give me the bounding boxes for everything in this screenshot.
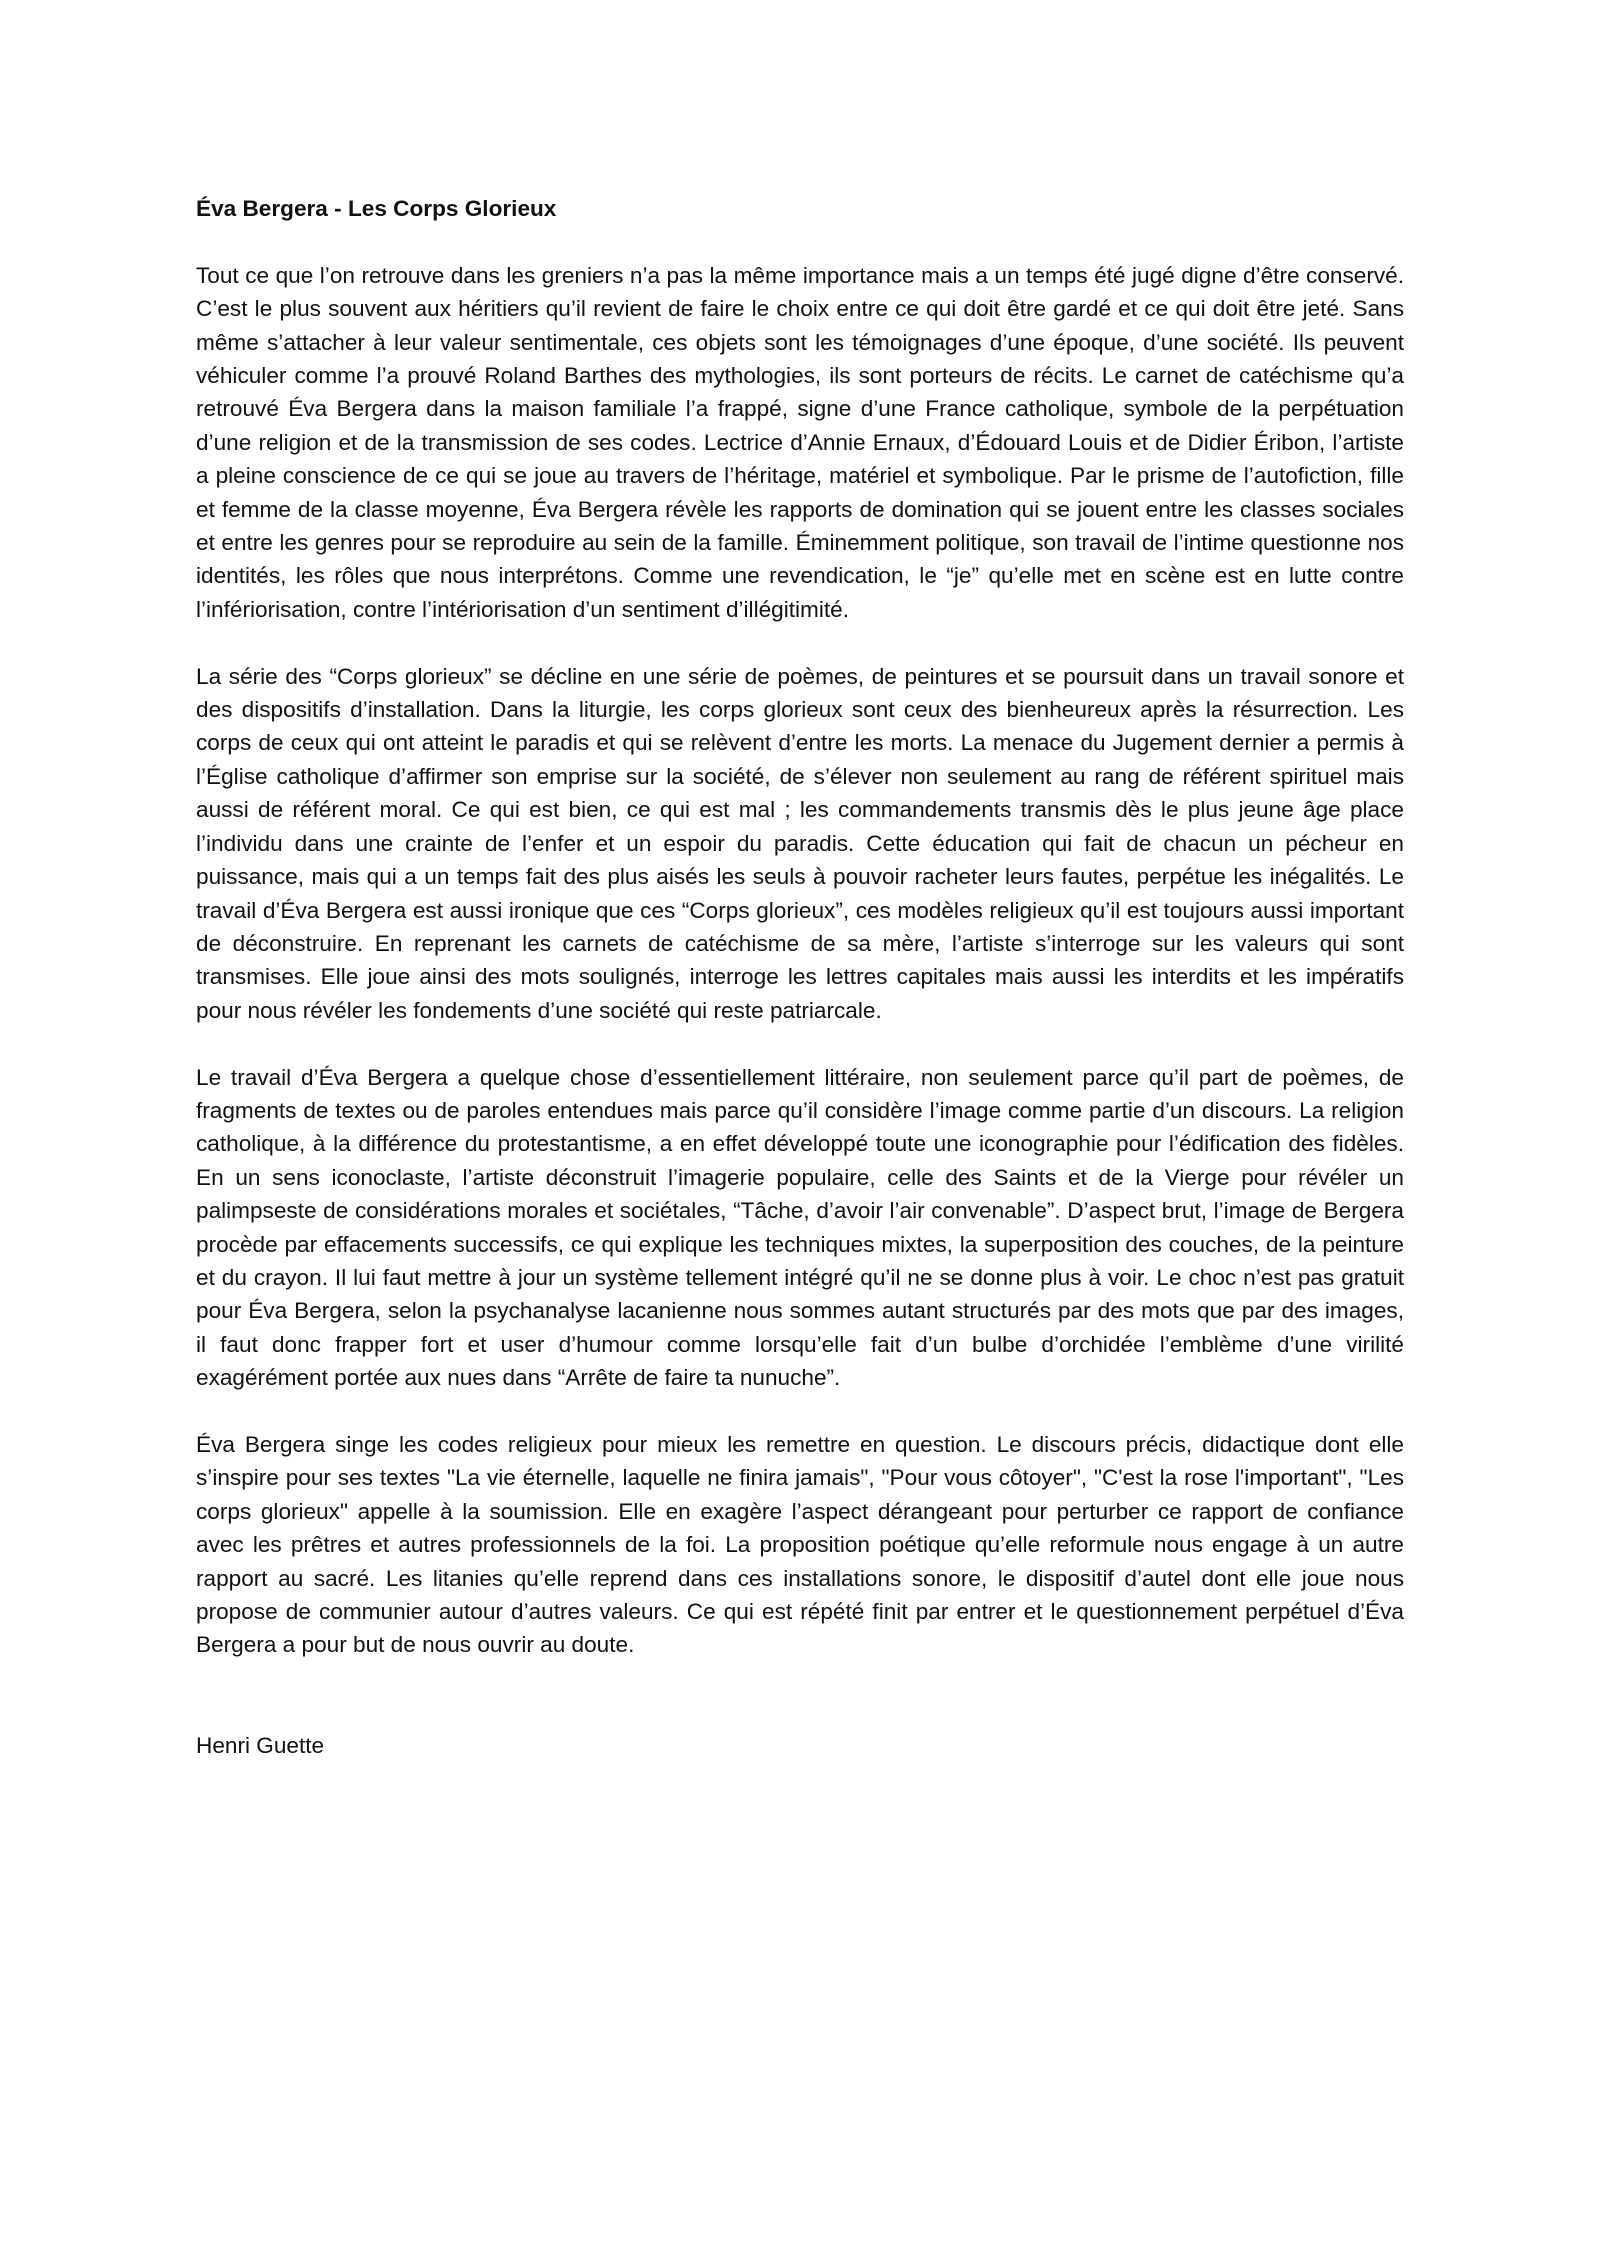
paragraph-4: Éva Bergera singe les codes religieux pour mieux les remettre en question. Le discours précis, didactique dont elle s’inspire pour ses textes "La vie éternelle, laquelle ne finira jamais", "Pour vous côtoyer", "C'est la rose l'important", "Les corps glorieux" appelle à la soumission. Elle en exagère l’aspect dérangeant pour perturber ce rapport de confiance avec les prêtres et autres professionnels de la foi. La proposition poétique qu’elle reformule nous engage à un autre rapport au sacré. Les litanies qu’elle reprend dans ces installations sonore, le dispositif d’autel dont elle joue nous propose de communier autour d’autres valeurs. Ce qui est répété finit par entrer et le questionnement perpétuel d’Éva Bergera a pour but de nous ouvrir au doute. [196, 1431, 1404, 1658]
paragraph-1: Tout ce que l’on retrouve dans les greniers n’a pas la même importance mais a un temps été jugé digne d’être conservé. C’est le plus souvent aux héritiers qu’il revient de faire le choix entre ce qui doit être gardé et ce qui doit être jeté. Sans même s’attacher à leur valeur sentimentale, ces objets sont les témoignages d’une époque, d’une société. Ils peuvent véhiculer comme l’a prouvé Roland Barthes des mythologies, ils sont porteurs de récits. Le carnet de catéchisme qu’a retrouvé Éva Bergera dans la maison familiale l’a frappé, signe d’une France catholique, symbole de la perpétuation d’une religion et de la transmission de ses codes. Lectrice d’Annie Ernaux, d’Édouard Louis et de Didier Éribon, l’artiste a pleine conscience de ce qui se joue au travers de l’héritage, matériel et symbolique. Par le prisme de l’autofiction, fille et femme de la classe moyenne, Éva Bergera révèle les rapports de domination qui se jouent entre les classes sociales et entre les genres pour se reproduire au sein de la famille. Éminemment politique, son travail de l’intime questionne nos identités, les rôles que nous interprétons. Comme une revendication, le “je” qu’elle met en scène est en lutte contre l’infériorisation, contre l’intériorisation d’un sentiment d’illégitimité. [196, 262, 1404, 622]
document-title: Éva Bergera - Les Corps Glorieux [196, 196, 557, 221]
paragraph-3: Le travail d’Éva Bergera a quelque chose d’essentiellement littéraire, non seulement parce qu’il part de poèmes, de fragments de textes ou de paroles entendues mais parce qu’il considère l’image comme partie d’un discours. La religion catholique, à la différence du protestantisme, a en effet développé toute une iconographie pour l’édification des fidèles. En un sens iconoclaste, l’artiste déconstruit l’imagerie populaire, celle des Saints et de la Vierge pour révéler un palimpseste de considérations morales et sociétales, “Tâche, d’avoir l’air convenable”. D’aspect brut, l’image de Bergera procède par effacements successifs, ce qui explique les techniques mixtes, la superposition des couches, de la peinture et du crayon. Il lui faut mettre à jour un système tellement intégré qu’il ne se donne plus à voir. Le choc n’est pas gratuit pour Éva Bergera, selon la psychanalyse lacanienne nous sommes autant structurés par des mots que par des images, il faut donc frapper fort et user d’humour comme lorsqu’elle fait d’un bulbe d’orchidée l’emblème d’une virilité exagérément portée aux nues dans “Arrête de faire ta nunuche”. [196, 1064, 1404, 1391]
document-page [196, 192, 1404, 1762]
paragraph-2: La série des “Corps glorieux” se décline en une série de poèmes, de peintures et se poursuit dans un travail sonore et des dispositifs d’installation. Dans la liturgie, les corps glorieux sont ceux des bienheureux après la résurrection. Les corps de ceux qui ont atteint le paradis et qui se relèvent d’entre les morts. La menace du Jugement dernier a permis à l’Église catholique d’affirmer son emprise sur la société, de s’élever non seulement au rang de référent spirituel mais aussi de référent moral. Ce qui est bien, ce qui est mal ; les commandements transmis dès le plus jeune âge place l’individu dans une crainte de l’enfer et un espoir du paradis. Cette éducation qui fait de chacun un pécheur en puissance, mais qui a un temps fait des plus aisés les seuls à pouvoir racheter leurs fautes, perpétue les inégalités. Le travail d’Éva Bergera est aussi ironique que ces “Corps glorieux”, ces modèles religieux qu’il est toujours aussi important de déconstruire. En reprenant les carnets de catéchisme de sa mère, l’artiste s’interroge sur les valeurs qui sont transmises. Elle joue ainsi des mots soulignés, interroge les lettres capitales mais aussi les interdits et les impératifs pour nous révéler les fondements d’une société qui reste patriarcale. [196, 663, 1404, 1023]
author-signature: Henri Guette [196, 1732, 325, 1758]
